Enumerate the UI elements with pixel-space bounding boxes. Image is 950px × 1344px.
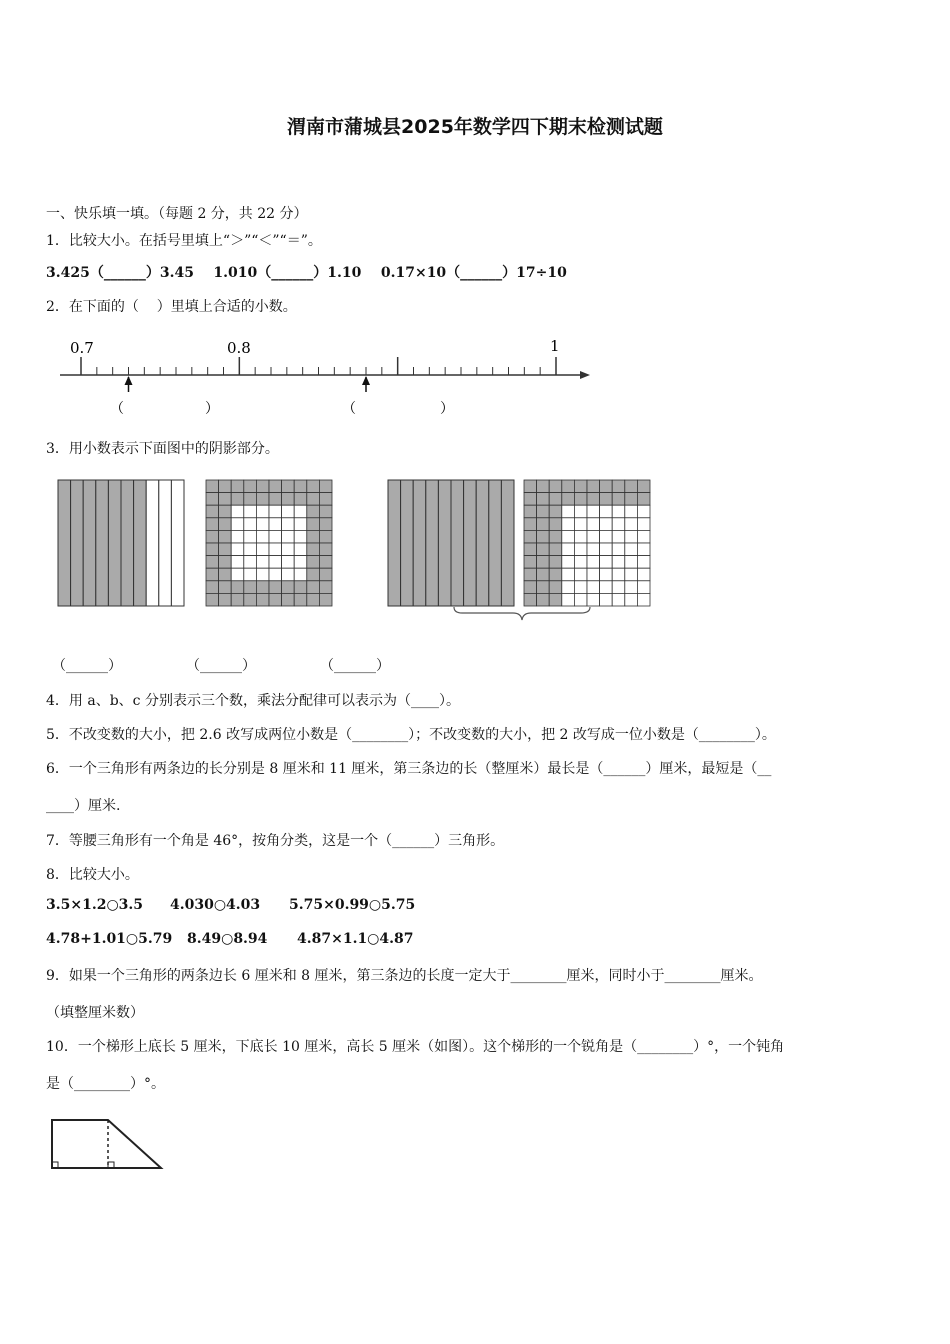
fig2-cell: [319, 530, 332, 543]
fig4-cell: [549, 556, 562, 569]
fig2-cell: [231, 556, 244, 569]
fig2-cell: [256, 593, 269, 606]
blank-1-close: ）: [205, 401, 219, 417]
compare-3: 5.75×0.99○5.75: [289, 897, 416, 913]
fig2-cell: [231, 505, 244, 518]
fig4-cell: [574, 530, 587, 543]
figure-grid-frame: [206, 480, 332, 606]
fig4-cell: [562, 505, 575, 518]
fig2-cell: [269, 493, 282, 506]
fig4-cell: [574, 543, 587, 556]
fig4-cell: [549, 518, 562, 531]
question-10: 10．一个梯形上底长 5 厘米，下底长 10 厘米，高长 5 厘米（如图）。这个梯形的一个锐角是（________）°，一个钝角: [46, 1039, 785, 1055]
fig4-cell: [600, 581, 613, 594]
fig4-cell: [637, 581, 650, 594]
fig2-cell: [319, 505, 332, 518]
fig4-cell: [562, 543, 575, 556]
question-8: 8．比较大小。: [46, 867, 139, 883]
answer-blank-1: （______）: [52, 658, 122, 674]
fig2-cell: [319, 518, 332, 531]
fig4-cell: [612, 505, 625, 518]
fig2-cell: [219, 593, 232, 606]
fig2-cell: [282, 556, 295, 569]
fig2-cell: [294, 530, 307, 543]
fig2-cell: [244, 593, 257, 606]
fig2-cell: [269, 518, 282, 531]
fig4-cell: [524, 568, 537, 581]
blank-1-open: （: [110, 401, 124, 417]
fig4-cell: [524, 480, 537, 493]
fig4-cell: [612, 493, 625, 506]
fig2-cell: [219, 543, 232, 556]
compare-4: 4.78+1.01○5.79: [46, 931, 173, 947]
fig1-col: [159, 480, 172, 606]
fig1-col: [108, 480, 121, 606]
fig4-cell: [587, 493, 600, 506]
fig2-cell: [219, 518, 232, 531]
fig4-cell: [587, 480, 600, 493]
fig4-cell: [612, 556, 625, 569]
fig2-cell: [307, 556, 320, 569]
fig4-cell: [637, 518, 650, 531]
pointer-head-1: [125, 376, 133, 385]
fig1-col: [146, 480, 159, 606]
fig2-cell: [282, 480, 295, 493]
fig4-cell: [612, 518, 625, 531]
fig2-cell: [231, 593, 244, 606]
fig4-cell: [587, 518, 600, 531]
fig4-cell: [574, 480, 587, 493]
fig2-cell: [294, 593, 307, 606]
fig4-cell: [524, 543, 537, 556]
compare-5: 8.49○8.94: [187, 931, 268, 947]
compare-6: 4.87×1.1○4.87: [297, 931, 414, 947]
fig4-cell: [637, 556, 650, 569]
figure-grid-partial: [524, 480, 650, 606]
fig4-cell: [549, 505, 562, 518]
fig4-cell: [537, 593, 550, 606]
fig2-cell: [282, 593, 295, 606]
question-3: 3．用小数表示下面图中的阴影部分。: [46, 441, 279, 457]
fig4-cell: [562, 480, 575, 493]
fig4-cell: [537, 493, 550, 506]
fig3-col: [464, 480, 477, 606]
fig2-cell: [219, 505, 232, 518]
fig4-cell: [587, 530, 600, 543]
fig2-cell: [206, 543, 219, 556]
tick-label-0.7: 0.7: [70, 339, 94, 357]
fig4-cell: [600, 556, 613, 569]
fig4-cell: [537, 480, 550, 493]
question-1-items: 3.425（______）3.45 1.010（______）1.10 0.17×10（______）17÷10: [46, 265, 567, 281]
fig2-cell: [244, 581, 257, 594]
fig4-cell: [600, 593, 613, 606]
answer-blank-2: （______）: [186, 658, 256, 674]
fig2-cell: [269, 543, 282, 556]
fig4-cell: [612, 581, 625, 594]
fig4-cell: [625, 543, 638, 556]
fig2-cell: [307, 493, 320, 506]
fig4-cell: [549, 543, 562, 556]
fig4-cell: [524, 493, 537, 506]
fig2-cell: [282, 568, 295, 581]
fig4-cell: [612, 593, 625, 606]
page-title: 渭南市蒲城县2025年数学四下期末检测试题: [287, 116, 663, 138]
blank-2-open: （: [342, 401, 356, 417]
fig2-cell: [307, 543, 320, 556]
fig2-cell: [319, 593, 332, 606]
fig2-cell: [319, 493, 332, 506]
pointer-head-2: [362, 376, 370, 385]
fig1-col: [71, 480, 84, 606]
fig2-cell: [231, 493, 244, 506]
fig2-cell: [294, 568, 307, 581]
fig4-cell: [574, 518, 587, 531]
fig4-cell: [524, 518, 537, 531]
fig2-cell: [294, 543, 307, 556]
fig4-cell: [637, 480, 650, 493]
fig2-cell: [206, 530, 219, 543]
shaded-figures: [50, 470, 660, 630]
fig1-col: [83, 480, 96, 606]
compare-2: 4.030○4.03: [170, 897, 261, 913]
fig2-cell: [294, 505, 307, 518]
fig4-cell: [524, 593, 537, 606]
figure-columns-1: [58, 480, 184, 606]
fig4-cell: [625, 593, 638, 606]
fig3-col: [413, 480, 426, 606]
fig2-cell: [244, 505, 257, 518]
fig4-cell: [537, 518, 550, 531]
fig4-cell: [612, 543, 625, 556]
fig4-cell: [549, 568, 562, 581]
fig2-cell: [307, 480, 320, 493]
fig2-cell: [206, 493, 219, 506]
fig3-col: [401, 480, 414, 606]
fig2-cell: [256, 505, 269, 518]
fig1-col: [134, 480, 147, 606]
fig4-cell: [587, 581, 600, 594]
fig4-cell: [637, 530, 650, 543]
tick-label-1: 1: [550, 337, 560, 355]
fig4-cell: [637, 543, 650, 556]
fig4-cell: [537, 505, 550, 518]
fig2-cell: [244, 556, 257, 569]
fig3-col: [451, 480, 464, 606]
fig2-cell: [231, 530, 244, 543]
fig3-col: [501, 480, 514, 606]
fig4-cell: [600, 568, 613, 581]
tick-label-0.8: 0.8: [227, 339, 251, 357]
fig2-cell: [282, 581, 295, 594]
fig2-cell: [269, 480, 282, 493]
fig2-cell: [282, 518, 295, 531]
fig2-cell: [307, 593, 320, 606]
fig4-cell: [524, 505, 537, 518]
fig4-cell: [537, 581, 550, 594]
fig4-cell: [549, 593, 562, 606]
fig4-cell: [612, 480, 625, 493]
fig4-cell: [637, 493, 650, 506]
brace: [454, 607, 590, 620]
fig2-cell: [206, 581, 219, 594]
fig1-col: [58, 480, 71, 606]
fig2-cell: [269, 581, 282, 594]
question-4: 4．用 a、b、c 分别表示三个数，乘法分配律可以表示为（____）。: [46, 693, 460, 709]
fig2-cell: [231, 568, 244, 581]
fig2-cell: [282, 543, 295, 556]
fig4-cell: [524, 581, 537, 594]
fig4-cell: [574, 493, 587, 506]
section-heading: 一、快乐填一填。（每题 2 分，共 22 分）: [46, 206, 308, 222]
fig2-cell: [294, 480, 307, 493]
fig4-cell: [562, 518, 575, 531]
fig4-cell: [612, 568, 625, 581]
fig4-cell: [562, 493, 575, 506]
fig2-cell: [219, 581, 232, 594]
fig2-cell: [319, 581, 332, 594]
fig2-cell: [294, 493, 307, 506]
fig3-col: [476, 480, 489, 606]
answer-blank-3: （______）: [320, 658, 390, 674]
fig2-cell: [231, 518, 244, 531]
fig4-cell: [549, 493, 562, 506]
fig4-cell: [574, 505, 587, 518]
fig4-cell: [637, 568, 650, 581]
question-1: 1．比较大小。在括号里填上“＞”“＜”“＝”。: [46, 233, 322, 249]
fig4-cell: [625, 480, 638, 493]
fig4-cell: [600, 530, 613, 543]
fig2-cell: [206, 518, 219, 531]
question-5: 5．不改变数的大小，把 2.6 改写成两位小数是（________）；不改变数的大小，把 2 改写成一位小数是（________）。: [46, 727, 776, 743]
fig2-cell: [206, 593, 219, 606]
fig2-cell: [269, 593, 282, 606]
fig4-cell: [562, 530, 575, 543]
question-9: 9．如果一个三角形的两条边长 6 厘米和 8 厘米，第三条边的长度一定大于________厘米，同时小于________厘米。: [46, 968, 763, 984]
fig4-cell: [524, 530, 537, 543]
question-7: 7．等腰三角形有一个角是 46°，按角分类，这是一个（______）三角形。: [46, 833, 505, 849]
fig2-cell: [206, 480, 219, 493]
trapezoid: [52, 1120, 161, 1168]
fig2-cell: [231, 581, 244, 594]
fig2-cell: [294, 581, 307, 594]
fig4-cell: [587, 593, 600, 606]
fig2-cell: [307, 518, 320, 531]
figure-columns-2: [388, 480, 514, 606]
fig2-cell: [307, 568, 320, 581]
fig4-cell: [562, 568, 575, 581]
fig2-cell: [282, 493, 295, 506]
axis-arrow: [580, 371, 590, 379]
fig2-cell: [231, 480, 244, 493]
fig2-cell: [319, 556, 332, 569]
fig4-cell: [587, 556, 600, 569]
fig4-cell: [625, 556, 638, 569]
fig4-cell: [537, 543, 550, 556]
fig1-col: [121, 480, 134, 606]
fig4-cell: [574, 581, 587, 594]
fig2-cell: [219, 568, 232, 581]
question-6: 6．一个三角形有两条边的长分别是 8 厘米和 11 厘米，第三条边的长（整厘米）最长是（______）厘米，最短是（__: [46, 761, 772, 777]
fig2-cell: [244, 480, 257, 493]
fig4-cell: [587, 568, 600, 581]
compare-1: 3.5×1.2○3.5: [46, 897, 144, 913]
fig1-col: [96, 480, 109, 606]
fig2-cell: [269, 568, 282, 581]
fig2-cell: [231, 543, 244, 556]
question-9-note: （填整厘米数）: [46, 1005, 144, 1021]
fig3-col: [426, 480, 439, 606]
fig4-cell: [625, 493, 638, 506]
fig2-cell: [206, 505, 219, 518]
fig2-cell: [319, 543, 332, 556]
fig4-cell: [600, 518, 613, 531]
fig4-cell: [549, 581, 562, 594]
fig3-col: [438, 480, 451, 606]
fig4-cell: [574, 568, 587, 581]
ruler-ticks: [60, 357, 590, 392]
number-line: [40, 330, 610, 425]
fig2-cell: [282, 505, 295, 518]
fig2-cell: [219, 530, 232, 543]
fig2-cell: [269, 505, 282, 518]
question-2: 2．在下面的（ ）里填上合适的小数。: [46, 299, 297, 315]
fig4-cell: [587, 505, 600, 518]
fig1-col: [171, 480, 184, 606]
fig2-cell: [256, 530, 269, 543]
fig2-cell: [256, 581, 269, 594]
trapezoid-figure: [44, 1110, 174, 1200]
fig2-cell: [219, 556, 232, 569]
fig2-cell: [256, 568, 269, 581]
fig4-cell: [537, 530, 550, 543]
fig4-cell: [537, 556, 550, 569]
fig4-cell: [549, 530, 562, 543]
fig3-col: [489, 480, 502, 606]
fig2-cell: [256, 493, 269, 506]
blank-2-close: ）: [440, 401, 454, 417]
fig2-cell: [256, 543, 269, 556]
fig4-cell: [562, 581, 575, 594]
fig2-cell: [256, 480, 269, 493]
fig2-cell: [256, 556, 269, 569]
fig2-cell: [219, 493, 232, 506]
fig4-cell: [587, 543, 600, 556]
fig2-cell: [219, 480, 232, 493]
fig4-cell: [625, 518, 638, 531]
fig4-cell: [625, 530, 638, 543]
fig4-cell: [574, 556, 587, 569]
fig4-cell: [637, 593, 650, 606]
fig4-cell: [562, 593, 575, 606]
fig2-cell: [206, 556, 219, 569]
fig4-cell: [600, 493, 613, 506]
fig2-cell: [319, 568, 332, 581]
fig4-cell: [612, 530, 625, 543]
fig2-cell: [269, 530, 282, 543]
fig4-cell: [562, 556, 575, 569]
fig4-cell: [625, 505, 638, 518]
fig2-cell: [244, 518, 257, 531]
fig2-cell: [269, 556, 282, 569]
fig4-cell: [574, 593, 587, 606]
fig2-cell: [294, 556, 307, 569]
fig4-cell: [524, 556, 537, 569]
fig3-col: [388, 480, 401, 606]
fig2-cell: [307, 505, 320, 518]
fig4-cell: [549, 480, 562, 493]
fig2-cell: [307, 530, 320, 543]
fig4-cell: [625, 568, 638, 581]
question-6-cont: ____）厘米.: [46, 798, 121, 814]
question-10-cont: 是（________）°。: [46, 1076, 165, 1092]
fig2-cell: [206, 568, 219, 581]
fig2-cell: [256, 518, 269, 531]
fig2-cell: [244, 530, 257, 543]
fig4-cell: [600, 505, 613, 518]
fig2-cell: [244, 568, 257, 581]
fig2-cell: [282, 530, 295, 543]
fig4-cell: [600, 480, 613, 493]
fig4-cell: [625, 581, 638, 594]
fig2-cell: [319, 480, 332, 493]
fig4-cell: [637, 505, 650, 518]
fig2-cell: [244, 543, 257, 556]
fig4-cell: [537, 568, 550, 581]
fig4-cell: [600, 543, 613, 556]
fig2-cell: [244, 493, 257, 506]
fig2-cell: [307, 581, 320, 594]
fig2-cell: [294, 518, 307, 531]
